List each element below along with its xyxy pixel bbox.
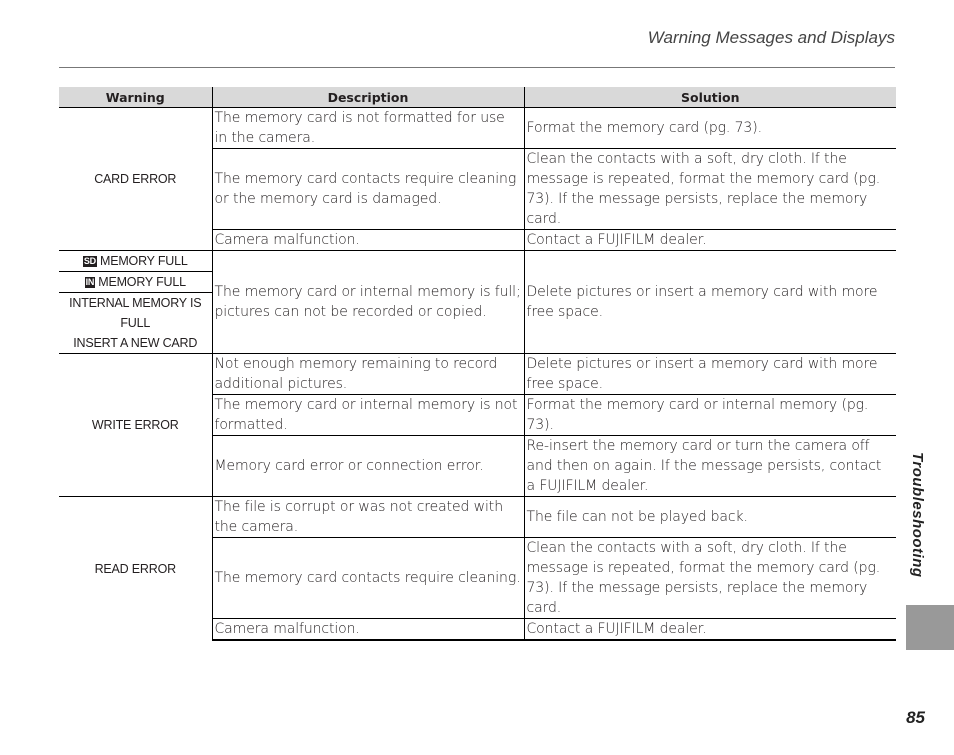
solution-cell: Clean the contacts with a soft, dry cloth. If the message is repeated, format the memory card (pg. 73). If the message persists, replace the memory card. — [524, 538, 896, 619]
description-cell: The memory card contacts require cleaning. — [212, 538, 524, 619]
column-header-description: Description — [212, 87, 524, 108]
page-number: 85 — [906, 708, 925, 727]
solution-cell: Delete pictures or insert a memory card with more free space. — [524, 354, 896, 395]
warning-write-error: WRITE ERROR — [59, 354, 212, 497]
description-cell: The memory card or internal memory is not formatted. — [212, 395, 524, 436]
description-cell: The memory card or internal memory is full; pictures can not be recorded or copied. — [212, 251, 524, 354]
sd-card-icon: SD — [83, 256, 96, 266]
table-row — [59, 354, 896, 395]
description-cell: Not enough memory remaining to record additional pictures. — [212, 354, 524, 395]
description-cell: The memory card contacts require cleaning or the memory card is damaged. — [212, 149, 524, 230]
description-cell: Memory card error or connection error. — [212, 436, 524, 497]
warning-card-error: CARD ERROR — [59, 108, 212, 251]
column-header-solution: Solution — [524, 87, 896, 108]
warning-line: INSERT A NEW CARD — [73, 336, 198, 350]
section-tab-marker — [906, 605, 954, 650]
warning-read-error: READ ERROR — [59, 497, 212, 641]
warning-internal-memory-insert-card — [59, 293, 212, 354]
solution-cell: Delete pictures or insert a memory card with more free space. — [524, 251, 896, 354]
table-row — [59, 108, 896, 149]
solution-cell: Clean the contacts with a soft, dry cloth. If the message is repeated, format the memory card (pg. 73). If the message persists, replace the memory card. — [524, 149, 896, 230]
solution-cell: Format the memory card (pg. 73). — [524, 108, 896, 149]
page-header-title: Warning Messages and Displays — [647, 28, 895, 47]
warning-label: MEMORY FULL — [98, 275, 186, 289]
solution-cell: Contact a FUJIFILM dealer. — [524, 230, 896, 251]
solution-cell: Contact a FUJIFILM dealer. — [524, 619, 896, 641]
description-cell: The file is corrupt or was not created with the camera. — [212, 497, 524, 538]
warning-messages-table — [59, 87, 896, 641]
warning-line: INTERNAL MEMORY IS FULL — [69, 296, 202, 330]
solution-cell: The file can not be played back. — [524, 497, 896, 538]
internal-memory-icon: IN — [85, 277, 95, 287]
column-header-warning: Warning — [59, 87, 212, 108]
table-row — [59, 251, 896, 272]
solution-cell: Re-insert the memory card or turn the camera off and then on again. If the message persists, contact a FUJIFILM dealer. — [524, 436, 896, 497]
description-cell: Camera malfunction. — [212, 230, 524, 251]
description-cell: Camera malfunction. — [212, 619, 524, 641]
section-side-label: Troubleshooting — [909, 452, 926, 578]
warning-sd-memory-full — [59, 251, 212, 272]
table-header-row — [59, 87, 896, 108]
table-row — [59, 497, 896, 538]
warning-internal-memory-full — [59, 272, 212, 293]
warning-label: MEMORY FULL — [99, 254, 188, 268]
solution-cell: Format the memory card or internal memory (pg. 73). — [524, 395, 896, 436]
header-divider — [59, 67, 895, 68]
description-cell: The memory card is not formatted for use in the camera. — [212, 108, 524, 149]
